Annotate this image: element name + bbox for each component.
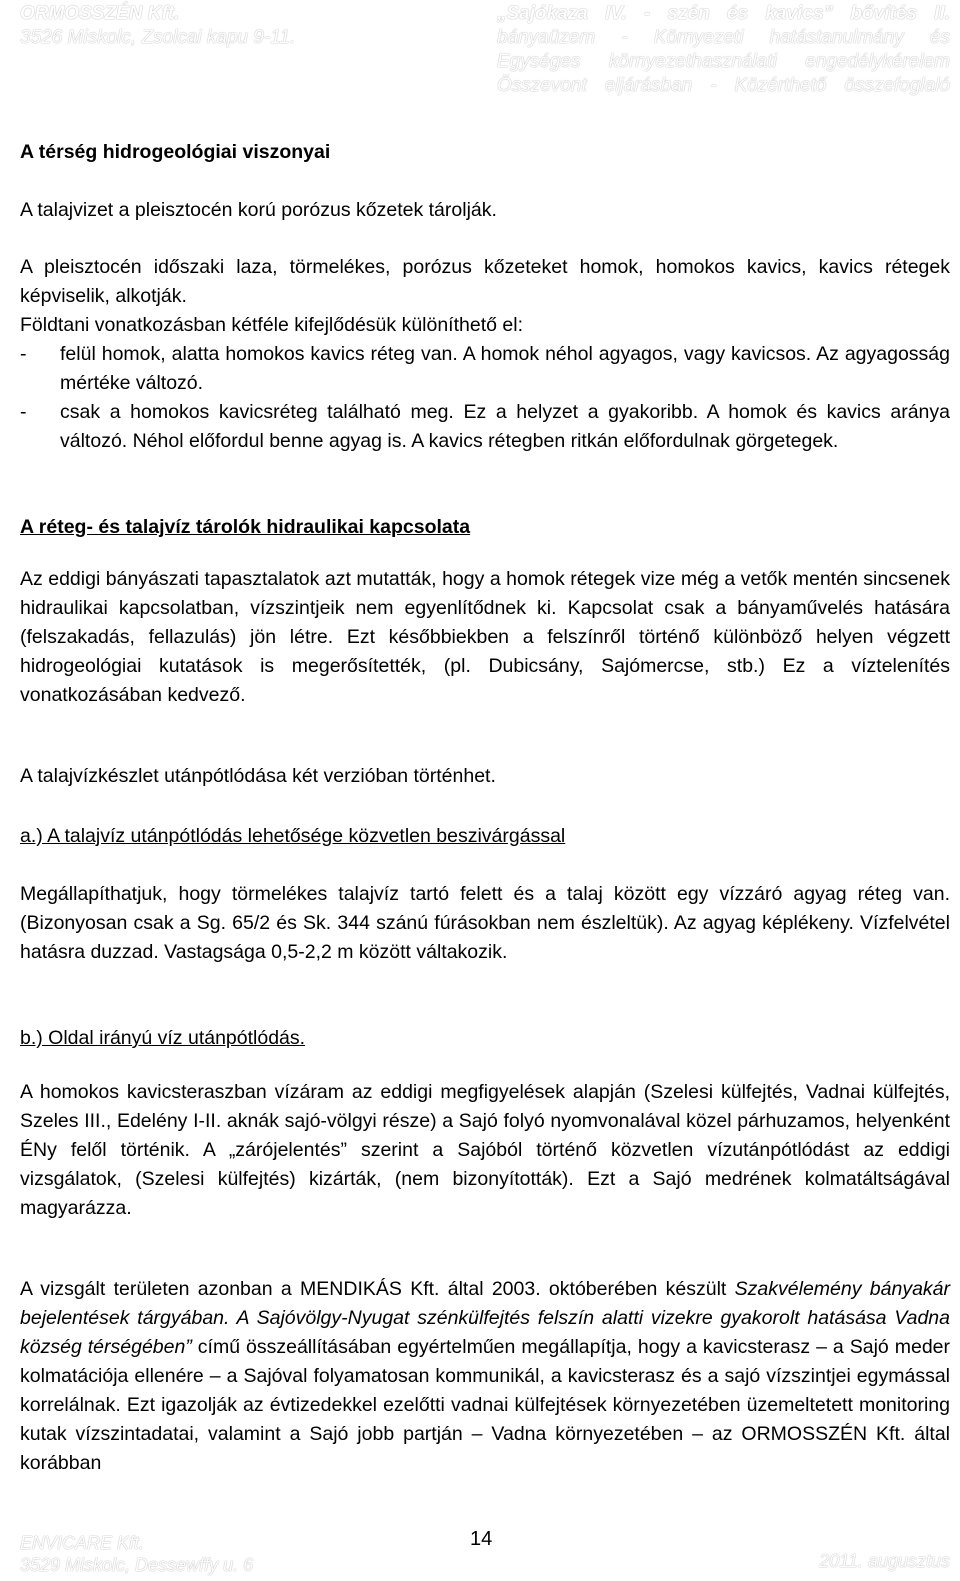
- list-item: [20, 398, 950, 456]
- page-footer: [20, 1528, 950, 1578]
- list-item: [20, 340, 950, 398]
- last-para-end: című összeállításában egyértelműen megállapítja, hogy a kavicsterasz – a Sajó meder kolmatációja ellenére – a Sajóval folyamatosan kommunikál, a kavicsterasz és a sajó vízszintjei egymással korrelálnak. Ezt igazolják az évtizedekkel ezelőtti vadnai külfejtések környezetében üzemeltetett monitoring kutak vízszintadatai, valamint a Sajó jobb partján – Vadna környezetében – az ORMOSSZÉN Kft. által korábban: [20, 1336, 950, 1474]
- section2-para1: Az eddigi bányászati tapasztalatok azt mutatták, hogy a homok rétegek vize még a vetők mentén sincsenek hidraulikai kapcsolatban, vízszintjeik nem egyenlítődnek ki. Kapcsolat csak a bányaművelés hatására (felszakadás, fellazulás) jön létre. Ezt későbbiekben a felszínről történő különböző helyen végzett hidrogeológiai kutatások is megerősítették, (pl. Dubicsány, Sajómercse, stb.) Ez a víztelenítés vonatkozásában kedvező.: [20, 568, 950, 706]
- section2-para2: A talajvízkészlet utánpótlódása két verzióban történhet.: [20, 765, 496, 787]
- section1-para3: Földtani vonatkozásban kétféle kifejlődésük különíthető el:: [20, 314, 523, 336]
- last-para-italic-title: Szakvélemény bányakár bejelentések tárgyában. A Sajóvölgy-Nyugat szénkülfejtés felszín alatti vizekre gyakorolt hatásása Vadna község térségében”: [20, 1278, 951, 1358]
- footer-date: 2011. augusztus: [819, 1551, 950, 1571]
- header-address: 3526 Miskolc, Zsolcai kapu 9-11.: [20, 27, 296, 48]
- list-dash: -: [20, 343, 27, 365]
- header-title-line2: bányaüzem - Környezeti hatástanulmány és: [497, 27, 950, 48]
- header-left: [20, 2, 295, 50]
- page-number: 14: [470, 1528, 493, 1550]
- list-item-text: felül homok, alatta homokos kavics réteg van. A homok néhol agyagos, vagy kavicsos. Az agyagosság mértéke változó.: [60, 343, 950, 394]
- section1-heading: A térség hidrogeológiai viszonyai: [20, 141, 331, 163]
- section1-para2: A pleisztocén időszaki laza, törmelékes, porózus kőzeteket homok, homokos kavics, kavics rétegek képviselik, alkotják.: [20, 256, 950, 307]
- header-title-line1: „Sajókaza IV. - szén és kavics” bővítés II.: [497, 3, 950, 24]
- footer-address: 3529 Miskolc, Dessewffy u. 6: [20, 1555, 254, 1575]
- section2-heading: A réteg- és talajvíz tárolók hidraulikai kapcsolata: [20, 516, 471, 538]
- footer-company: ENVICARE Kft.: [20, 1533, 145, 1553]
- section1-list: [20, 340, 950, 456]
- header-title-line4: Összevont eljárásban - Közérthető összefoglaló: [497, 75, 950, 96]
- section1-para1: A talajvizet a pleisztocén korú porózus kőzetek tárolják.: [20, 199, 497, 221]
- last-para-start: A vizsgált területen azonban a MENDIKÁS Kft. által 2003. októberében készült: [20, 1278, 735, 1300]
- subsection-b-text: A homokos kavicsteraszban vízáram az eddigi megfigyelések alapján (Szelesi külfejtés, Vadnai külfejtés, Szeles III., Edelény I-II. aknák sajó-völgyi része) a Sajó folyó nyomvonalával közel párhuzamos, helyenként ÉNy felől történik. A „zárójelentés” szerint a Sajóból történő közvetlen vízutánpótlódást az eddigi vizsgálatok, (Szelesi külfejtés) kizárták, (nem bizonyították). Ezt a Sajó medrének kolmatáltságával magyarázza.: [20, 1081, 950, 1219]
- subsection-b-heading: b.) Oldal irányú víz utánpótlódás.: [20, 1027, 306, 1049]
- subsection-a-text: Megállapíthatjuk, hogy törmelékes talajvíz tartó felett és a talaj között egy vízzáró agyag réteg van. (Bizonyosan csak a Sg. 65/2 és Sk. 344 szánú fúrásokban nem észleltük). Az agyag képlékeny. Vízfelvétel hatásra duzzad. Vastagsága 0,5-2,2 m között váltakozik.: [20, 883, 950, 963]
- subsection-a-heading: a.) A talajvíz utánpótlódás lehetősége közvetlen beszivárgással: [20, 825, 566, 847]
- page-header: [20, 2, 950, 97]
- document-page: [20, 0, 950, 1581]
- header-right: [497, 2, 950, 98]
- list-item-text: csak a homokos kavicsréteg található meg. Ez a helyzet a gyakoribb. A homok és kavics aránya változó. Néhol előfordul benne agyag is. A kavics rétegben ritkán előfordulnak görgetegek.: [60, 401, 950, 452]
- header-title-line3: Egységes környezethasználati engedélykérelem: [497, 51, 950, 72]
- header-company: ORMOSSZÉN Kft.: [20, 3, 180, 24]
- section2-last-para: [20, 1275, 950, 1478]
- list-dash: -: [20, 401, 27, 423]
- footer-left: [20, 1532, 253, 1576]
